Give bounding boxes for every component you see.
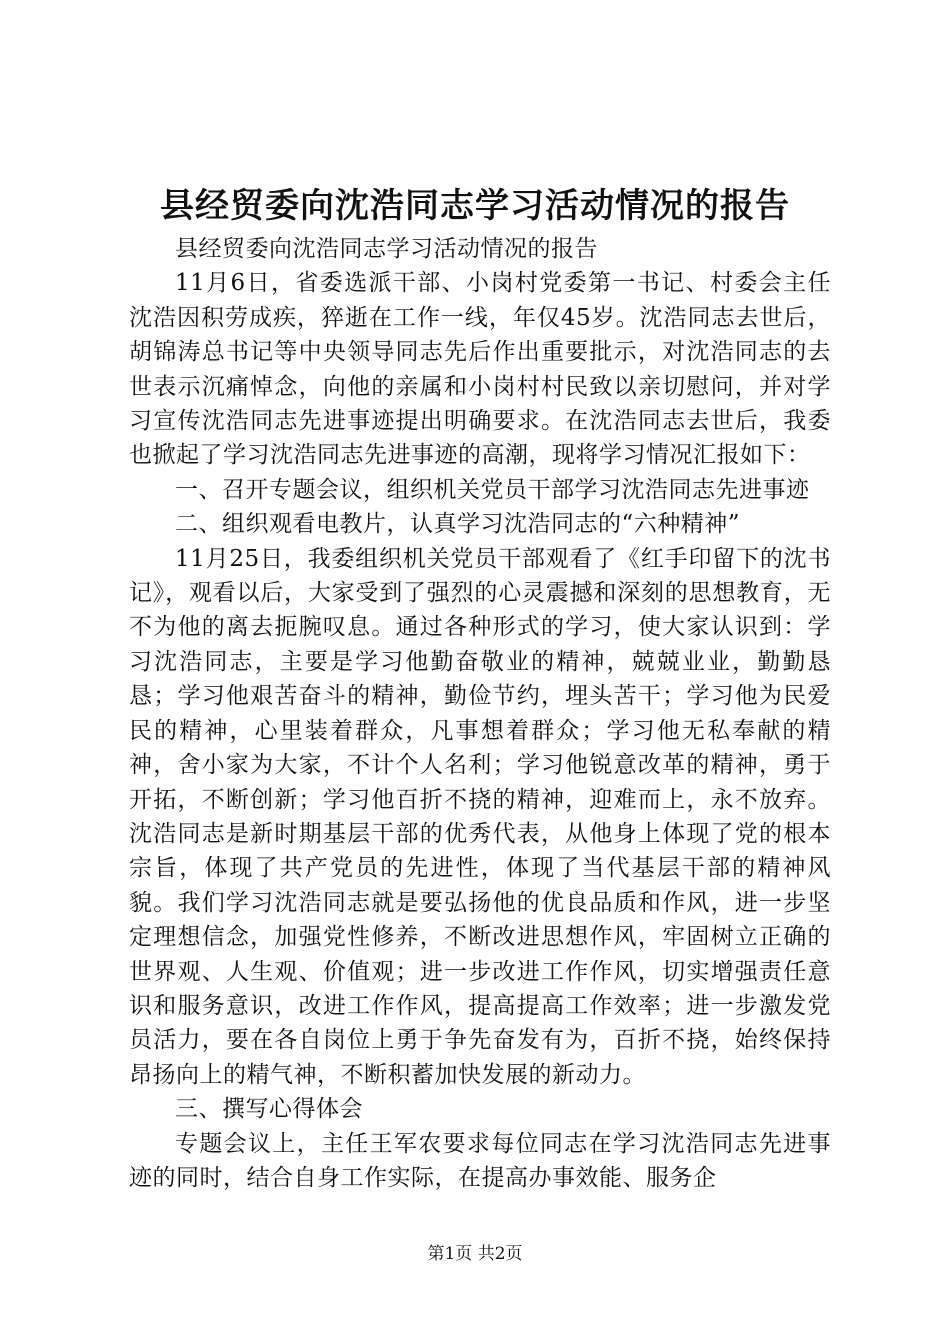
section-2-paragraph: 11月25日，我委组织机关党员干部观看了《红手印留下的沈书记》，观看以后，大家受到了强烈的心灵震撼和深刻的思想教育，无不为他的离去扼腕叹息。通过各种形式的学习，使大家认识到：学习沈浩同志，主要是学习他勤奋敬业的精神，兢兢业业，勤勤恳恳；学习他艰苦奋斗的精神，勤俭节约，埋头苦干；学习他为民爱民的精神，心里装着群众，凡事想着群众；学习他无私奉献的精神，舍小家为大家，不计个人名利；学习他锐意改革的精神，勇于开拓，不断创新；学习他百折不挠的精神，迎难而上，永不放弃。沈浩同志是新时期基层干部的优秀代表，从他身上体现了党的根本宗旨，体现了共产党员的先进性，体现了当代基层干部的精神风貌。我们学习沈浩同志就是要弘扬他的优良品质和作风，进一步坚定理想信念，加强党性修养，不断改进思想作风，牢固树立正确的世界观、人生观、价值观；进一步改进工作作风，切实增强责任意识和服务意识，改进工作作风，提高提高工作效率；进一步激发党员活力，要在各自岗位上勇于争先奋发有为，百折不挠，始终保持昂扬向上的精气神，不断积蓄加快发展的新动力。 (129, 545, 831, 1088)
section-heading-1: 一、召开专题会议，组织机关党员干部学习沈浩同志先进事迹 (175, 476, 810, 503)
section-heading-2: 二、组织观看电教片，认真学习沈浩同志的“六种精神” (175, 511, 741, 538)
section-heading-3: 三、撰写心得体会 (175, 1096, 363, 1123)
document-title: 县经贸委向沈浩同志学习活动情况的报告 (160, 186, 790, 226)
page-footer: 第1页 共2页 (427, 1244, 523, 1264)
document-body (129, 232, 831, 1195)
section-3-paragraph: 专题会议上，主任王军农要求每位同志在学习沈浩同志先进事迹的同时，结合自身工作实际，在提高办事效能、服务企 (129, 1130, 831, 1191)
subtitle-paragraph: 县经贸委向沈浩同志学习活动情况的报告 (175, 236, 598, 262)
intro-paragraph: 11月6日，省委选派干部、小岗村党委第一书记、村委会主任沈浩因积劳成疾，猝逝在工作一线，年仅45岁。沈浩同志去世后，胡锦涛总书记等中央领导同志先后作出重要批示，对沈浩同志的去世表示沉痛悼念，向他的亲属和小岗村村民致以亲切慰问，并对学习宣传沈浩同志先进事迹提出明确要求。在沈浩同志去世后，我委也掀起了学习沈浩同志先进事迹的高潮，现将学习情况汇报如下： (129, 270, 831, 469)
